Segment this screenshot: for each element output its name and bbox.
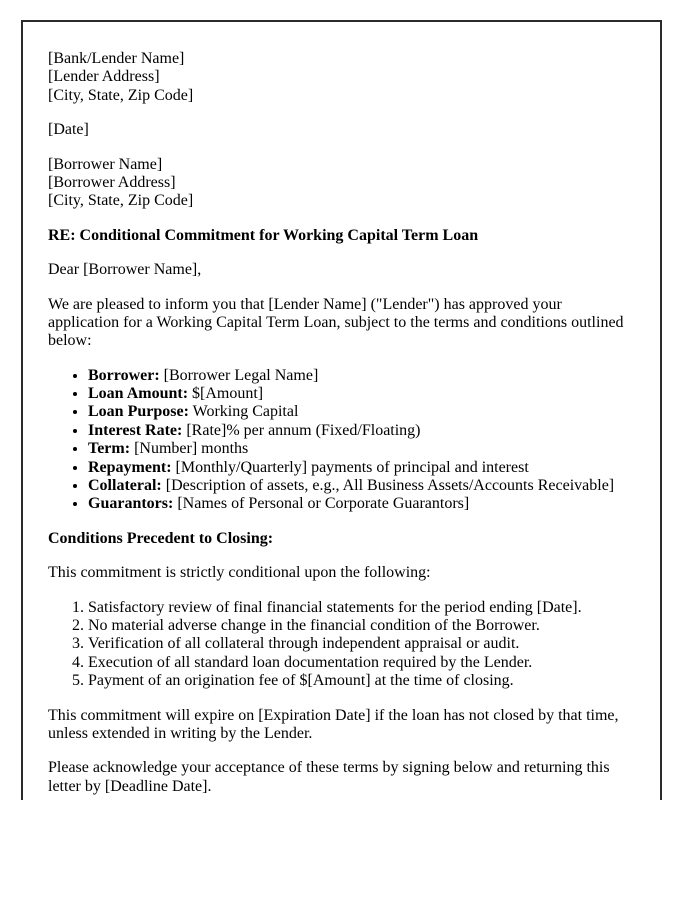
borrower-city-state-zip: [City, State, Zip Code] [48, 192, 194, 210]
loan-terms-list [48, 367, 634, 514]
loan-term-item: • Collateral: [Description of assets, e.g., All Business Assets/Accounts Receivable] [88, 477, 634, 495]
lender-city-state-zip: [City, State, Zip Code] [48, 86, 194, 104]
conditions-intro: This commitment is strictly conditional upon the following: [48, 564, 431, 582]
loan-term-item: • Term: [Number] months [88, 440, 634, 458]
loan-term-item: • Borrower: [Borrower Legal Name] [88, 367, 634, 385]
loan-term-item: • Loan Purpose: Working Capital [88, 403, 634, 421]
conditions-heading: Conditions Precedent to Closing: [48, 529, 274, 547]
letter-date: [Date] [48, 121, 89, 139]
condition-item: 5. Payment of an origination fee of $[Amount] at the time of closing. [88, 672, 634, 690]
lender-name: [Bank/Lender Name] [48, 50, 185, 67]
loan-term-label: Term: [88, 440, 131, 458]
salutation: Dear [Borrower Name], [48, 261, 202, 279]
loan-term-item: • Repayment: [Monthly/Quarterly] payments of principal and interest [88, 459, 634, 477]
loan-term-label: Interest Rate: [88, 421, 183, 439]
borrower-address-block [48, 156, 634, 211]
condition-item: 2. No material adverse change in the financial condition of the Borrower. [88, 617, 634, 635]
conditions-list [48, 599, 634, 691]
loan-term-item: • Interest Rate: [Rate]% per annum (Fixed/Floating) [88, 422, 634, 440]
condition-item: 1. Satisfactory review of final financial statements for the period ending [Date]. [88, 599, 634, 617]
lender-address: [Lender Address] [48, 68, 160, 86]
lender-address-block [48, 50, 634, 105]
subject-line: RE: Conditional Commitment for Working Capital Term Loan [48, 226, 479, 244]
expiration-paragraph: This commitment will expire on [Expiration Date] if the loan has not closed by that time, unless extended in writing by the Lender. [48, 706, 619, 742]
intro-paragraph: We are pleased to inform you that [Lender Name] ("Lender") has approved your application for a Working Capital Term Loan, subject to the terms and conditions outlined below: [48, 295, 624, 350]
loan-term-label: Guarantors: [88, 495, 174, 513]
loan-term-label: Repayment: [88, 458, 172, 476]
borrower-name: [Borrower Name] [48, 155, 163, 173]
loan-term-label: Collateral: [88, 477, 162, 495]
borrower-address: [Borrower Address] [48, 173, 176, 191]
loan-term-item: • Loan Amount: $[Amount] [88, 385, 634, 403]
condition-item: 4. Execution of all standard loan documentation required by the Lender. [88, 654, 634, 672]
loan-term-item: • Guarantors: [Names of Personal or Corporate Guarantors] [88, 495, 634, 513]
condition-item: 3. Verification of all collateral through independent appraisal or audit. [88, 635, 634, 653]
loan-term-label: Borrower: [88, 366, 160, 384]
loan-term-label: Loan Amount: [88, 385, 189, 403]
loan-term-label: Loan Purpose: [88, 403, 189, 421]
closing-paragraph: Please acknowledge your acceptance of these terms by signing below and returning this letter by [Deadline Date]. [48, 759, 610, 795]
letter-document [21, 20, 662, 800]
